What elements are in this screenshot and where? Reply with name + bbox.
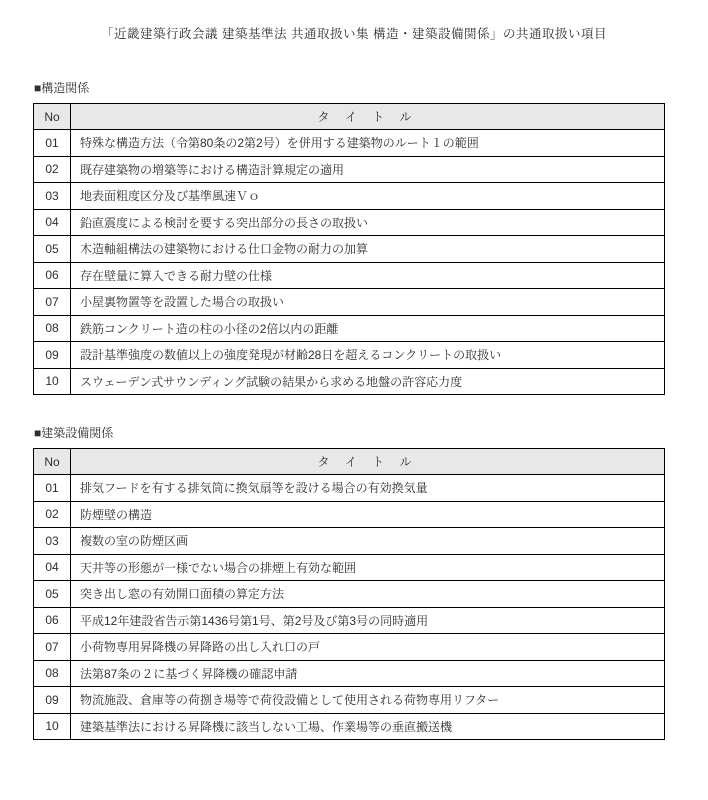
row-no: 01	[34, 475, 71, 502]
row-title: 設計基準強度の数値以上の強度発現が材齢28日を超えるコンクリートの取扱い	[71, 342, 665, 369]
table-row	[34, 315, 665, 342]
table-row	[34, 236, 665, 263]
table-row	[34, 475, 665, 502]
table-row	[34, 183, 665, 210]
row-title: 特殊な構造方法（令第80条の2第2号）を併用する建築物のルート１の範囲	[71, 130, 665, 157]
row-no: 10	[34, 368, 71, 395]
section-heading-structure: ■構造関係	[34, 81, 90, 95]
row-no: 04	[34, 554, 71, 581]
row-no: 07	[34, 289, 71, 316]
row-title: 既存建築物の増築等における構造計算規定の適用	[71, 156, 665, 183]
column-header-no: No	[34, 104, 71, 130]
row-no: 05	[34, 581, 71, 608]
row-no: 02	[34, 156, 71, 183]
table-header-row	[34, 449, 665, 475]
table-row	[34, 262, 665, 289]
row-title: 地表面粗度区分及び基準風速Ｖｏ	[71, 183, 665, 210]
row-title: 建築基準法における昇降機に該当しない工場、作業場等の垂直搬送機	[71, 713, 665, 740]
table-row	[34, 501, 665, 528]
structure-table	[33, 103, 665, 395]
row-title: 平成12年建設省告示第1436号第1号、第2号及び第3号の同時適用	[71, 607, 665, 634]
table-row	[34, 368, 665, 395]
table-row	[34, 209, 665, 236]
row-no: 06	[34, 607, 71, 634]
row-no: 04	[34, 209, 71, 236]
row-no: 03	[34, 183, 71, 210]
section-equipment	[33, 424, 665, 740]
table-row	[34, 660, 665, 687]
row-no: 01	[34, 130, 71, 157]
row-no: 09	[34, 687, 71, 714]
table-row	[34, 634, 665, 661]
table-row	[34, 687, 665, 714]
row-no: 10	[34, 713, 71, 740]
equipment-table	[33, 448, 665, 740]
page-title: 「近畿建築行政会議 建築基準法 共通取扱い集 構造・建築設備関係」の共通取扱い項目	[101, 27, 607, 41]
table-row	[34, 581, 665, 608]
table-row	[34, 130, 665, 157]
row-title: スウェーデン式サウンディング試験の結果から求める地盤の許容応力度	[71, 368, 665, 395]
row-title: 天井等の形態が一様でない場合の排煙上有効な範囲	[71, 554, 665, 581]
section-heading-equipment: ■建築設備関係	[34, 426, 114, 440]
row-title: 存在壁量に算入できる耐力壁の仕様	[71, 262, 665, 289]
row-no: 08	[34, 660, 71, 687]
column-header-title: タ イ ト ル	[71, 449, 665, 475]
table-row	[34, 342, 665, 369]
row-no: 07	[34, 634, 71, 661]
row-title: 防煙壁の構造	[71, 501, 665, 528]
row-title: 木造軸組構法の建築物における仕口金物の耐力の加算	[71, 236, 665, 263]
row-no: 02	[34, 501, 71, 528]
table-row	[34, 713, 665, 740]
row-no: 09	[34, 342, 71, 369]
row-title: 小屋裏物置等を設置した場合の取扱い	[71, 289, 665, 316]
column-header-no: No	[34, 449, 71, 475]
table-header-row	[34, 104, 665, 130]
table-row	[34, 554, 665, 581]
row-title: 複数の室の防煙区画	[71, 528, 665, 555]
row-no: 03	[34, 528, 71, 555]
row-title: 小荷物専用昇降機の昇降路の出し入れ口の戸	[71, 634, 665, 661]
row-no: 08	[34, 315, 71, 342]
table-row	[34, 156, 665, 183]
table-row	[34, 289, 665, 316]
row-no: 06	[34, 262, 71, 289]
row-title: 法第87条の２に基づく昇降機の確認申請	[71, 660, 665, 687]
table-row	[34, 607, 665, 634]
row-title: 鉄筋コンクリート造の柱の小径の2倍以内の距離	[71, 315, 665, 342]
section-structure	[33, 79, 665, 395]
row-title: 物流施設、倉庫等の荷捌き場等で荷役設備として使用される荷物専用リフター	[71, 687, 665, 714]
table-row	[34, 528, 665, 555]
row-title: 鉛直震度による検討を要する突出部分の長さの取扱い	[71, 209, 665, 236]
row-no: 05	[34, 236, 71, 263]
row-title: 排気フードを有する排気筒に換気扇等を設ける場合の有効換気量	[71, 475, 665, 502]
column-header-title: タ イ ト ル	[71, 104, 665, 130]
row-title: 突き出し窓の有効開口面積の算定方法	[71, 581, 665, 608]
